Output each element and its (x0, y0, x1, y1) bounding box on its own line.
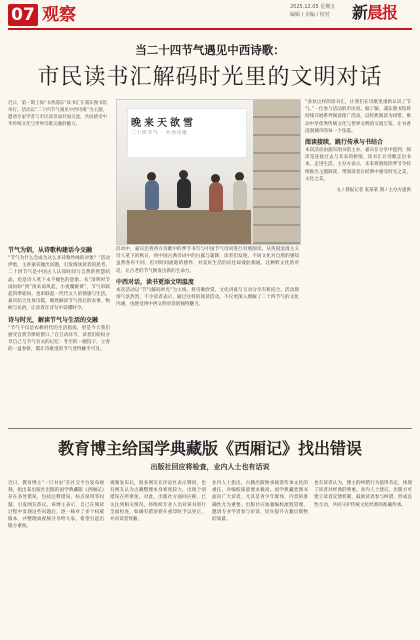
article2-headline: 教育博主给国学典藏版《西厢记》找出错误 (57, 439, 362, 458)
article2-subheadline: 出版社回应将检查，业内人士也有话说 (150, 463, 270, 471)
article1-col3-text: “喜欢这样的读书汇，让我们在诗歌里重新认识了节气。”一位参与活动的市民说。据了解，浦东图书馆将持续开展系列阅读推广活动，以经典阅读为纽带，推动中华优秀传统文化与世界文明的交流互鉴，让书香浸润城市的每一个角落。 (305, 100, 411, 134)
photo-person (177, 178, 191, 208)
article2-col3-text: 业内人士指出，古籍出版物承载着传承文化的重任，对编校质量要求极高。国学典藏类图书面向广大读者，尤其是青少年群体，内容的准确性尤为重要。出版社应加强编校流程管理，邀请专业学者参与审读，切实提升古籍出版物的质量。 (212, 481, 308, 523)
article2-col2 (110, 480, 206, 636)
photo-person (145, 180, 159, 210)
article2-col1 (8, 480, 104, 636)
photo-person (233, 180, 247, 210)
article1-col2 (116, 246, 299, 426)
article1-col1-text: “节气为什么会成为这么多诗歌吟咏的对象？”活动伊始，主讲嘉宾抛出问题，引发现场读者的思考。二十四节气是中国古人认知时间与自然的智慧结晶，也是诗人笔下永不褪色的意象。从“清明时节雨纷纷”到“夜来南风起，小麦覆陇黄”，节气串联起四季轮回，也串联起一代代文人的情感与生活。嘉宾结合具体诗篇，细致解读节气背后的农事、物候与民俗，让读者在诗句中读懂时令。 (8, 256, 110, 312)
article1-col3-text2: 本次活动由浦东图书馆主办，嘉宾在分享中提到，阅读是连接过去与未来的桥梁，读书汇让诗歌走出书本，走进生活。主办方表示，未来将围绕四季节令持续推出主题阅读，带领读者在经典中感受时光之美、文化之美。 (305, 148, 411, 182)
article2-col1-text: 近日，教育博主“一只书虫”在社交平台发布视频，指出某出版社出版的国学典藏版《西厢记》存在多处错误，包括注释错误、标点误用等问题，引发网友热议。该博主表示，自己在阅读过程中发现这些问题后，逐一核对了多个权威版本，并整理成视频分享给大家，希望引起出版方重视。 (8, 481, 104, 530)
article1-headline: 市民读书汇解码时光里的文明对话 (37, 65, 383, 90)
page-number: 07 (8, 4, 38, 26)
photo-person (209, 182, 223, 212)
article2-col4-text: 也有读者认为，博主的纠错行为值得肯定，体现了读者对经典的尊重。业内人士建议，出版方可建立读者反馈机制，鼓励读者参与纠错，形成良性互动，共同守护传统文化经典的准确传承。 (314, 481, 412, 508)
article2-col3 (212, 480, 308, 636)
paper-logo-red: 晨报 (367, 3, 398, 22)
article1-col2-heading: 中西对话，读书更添文明温度 (116, 278, 195, 286)
article1-lede: 近日，第一期上海“书香浦东”读书汇在浦东图书馆举行。活动以“二十四节气遇见中西诗歌”为主题，邀请专家学者与市民读者面对面交流，共同感受中华传统文化与世界诗歌交融的魅力。 (8, 101, 108, 127)
masthead-rule (8, 28, 412, 30)
article1-col1-heading2: 诗与时光，解读节气与生活的交融 (8, 316, 99, 324)
article1-col3-heading: 阅读接续，跳行传承与书结合 (305, 139, 384, 147)
article1-col1-heading: 节气为钥，从诗歌构建话今交融 (8, 247, 93, 254)
photo-banner-title: 晚来天欲雪 (131, 118, 196, 129)
article1-photo (116, 99, 301, 245)
issue-date: 2025.12.05 星期五 (290, 4, 336, 10)
photo-bookshelf (253, 100, 300, 244)
article1-col1-text2: “节气不仅是农耕时代的生活指南，更是今天我们感受自然节律的窗口。”在互动环节，读者们纷纷分享自己与节气有关的记忆：冬至的一碗饺子，立春的一盘春饼，都让诗歌里的节气变得触手可及。 (8, 325, 110, 353)
article1-col3 (305, 99, 411, 429)
photo-table (127, 210, 251, 244)
paper-logo-black: 新 (352, 3, 368, 22)
article2-col4 (314, 480, 412, 636)
article1-col1 (8, 246, 110, 426)
article1-col2-text2: 本次活动以“节气解码时光”为主线，将诗歌欣赏、文化讲座与互动分享有机结合。活动现场气氛热烈，不少读者表示，通过这样的阅读活动，不仅更深入理解了二十四节气的文化内涵，也感受到中西文明对话的独特魅力。 (116, 287, 299, 308)
photo-banner-subtitle: 二十四节气 · 中西诗歌 (131, 131, 188, 136)
article1-col2-text: 活动中，嘉宾还将西方诗歌中的季节书写与中国节气诗词进行对照阅读。从英国浪漫主义诗人笔下的秋日，到中国古典诗词中的白露与霜降，读者们发现，不同文化对自然的感知虽然各有不同，但对时间流逝的感怀、对美好生活的向往却彼此相通。这种跨文化的对话，让古老的节气焕发出新的生命力。 (116, 247, 299, 274)
editor-credits: 编辑 / 美编 / 校对 (290, 12, 330, 18)
paper-logo (352, 2, 397, 24)
article2-col2-text: 视频发布后，很多网友在评论区表示赞同，也有网友认为古籍整理本身难度较大，出现个别错误在所难免。对此，出版社方面回应称，已关注到相关情况，将组织专业人员对该书进行全面检查，如确有错误将在重印时予以更正，并向读者致歉。 (110, 481, 206, 523)
article-divider (8, 428, 412, 429)
section-title: 观察 (42, 5, 76, 25)
article1-byline: 文 / 晨报记者 张某某 图 / 主办方提供 (336, 188, 411, 194)
article1-kicker: 当二十四节气遇见中西诗歌： (135, 43, 285, 57)
